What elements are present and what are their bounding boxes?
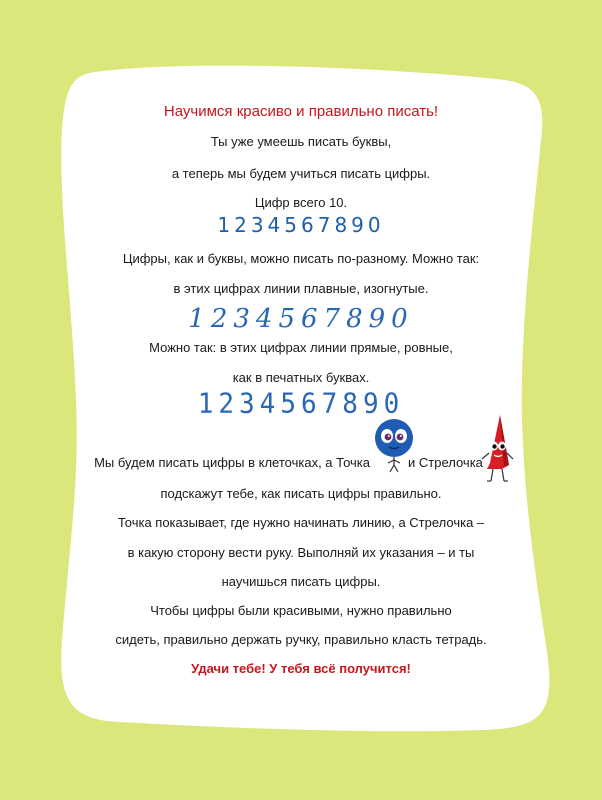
tochka-dot-character-icon [371,418,417,474]
page-title: Научимся красиво и правильно писать! [163,103,439,120]
helpers-line-1-part-b: и Стрелочка [408,455,483,470]
digits-printed: 1234567890 [217,213,385,237]
instruction-line-1: Точка показывает, где нужно начинать линию, а Стрелочка – [117,515,485,530]
helpers-line-2: подскажут тебе, как писать цифры правильно. [160,486,442,501]
digits-straight: 1234567890 [197,388,405,420]
strelochka-arrow-character-icon [478,413,516,485]
variant-line-1: Цифры, как и буквы, можно писать по-разному. Можно так: [122,251,480,266]
intro-line-1: Ты уже умеешь писать буквы, [210,134,392,149]
variant-line-2: в этих цифрах линии плавные, изогнутые. [173,281,429,296]
intro-line-2: а теперь мы будем учиться писать цифры. [171,166,431,181]
helpers-line-1-part-a: Мы будем писать цифры в клеточках, а Точка [94,455,370,470]
instruction-line-5: сидеть, правильно держать ручку, правильно класть тетрадь. [115,632,487,647]
intro-line-3: Цифр всего 10. [254,195,348,210]
closing-message: Удачи тебе! У тебя всё получится! [191,661,411,676]
variant-line-4: как в печатных буквах. [232,370,370,385]
variant-line-3: Можно так: в этих цифрах линии прямые, ровные, [149,340,453,355]
instruction-line-2: в какую сторону вести руку. Выполняй их указания – и ты [127,545,475,560]
instruction-line-3: научишься писать цифры. [221,574,381,589]
instruction-line-4: Чтобы цифры были красивыми, нужно правильно [150,603,452,618]
digits-cursive: 1234567890 [188,304,414,334]
